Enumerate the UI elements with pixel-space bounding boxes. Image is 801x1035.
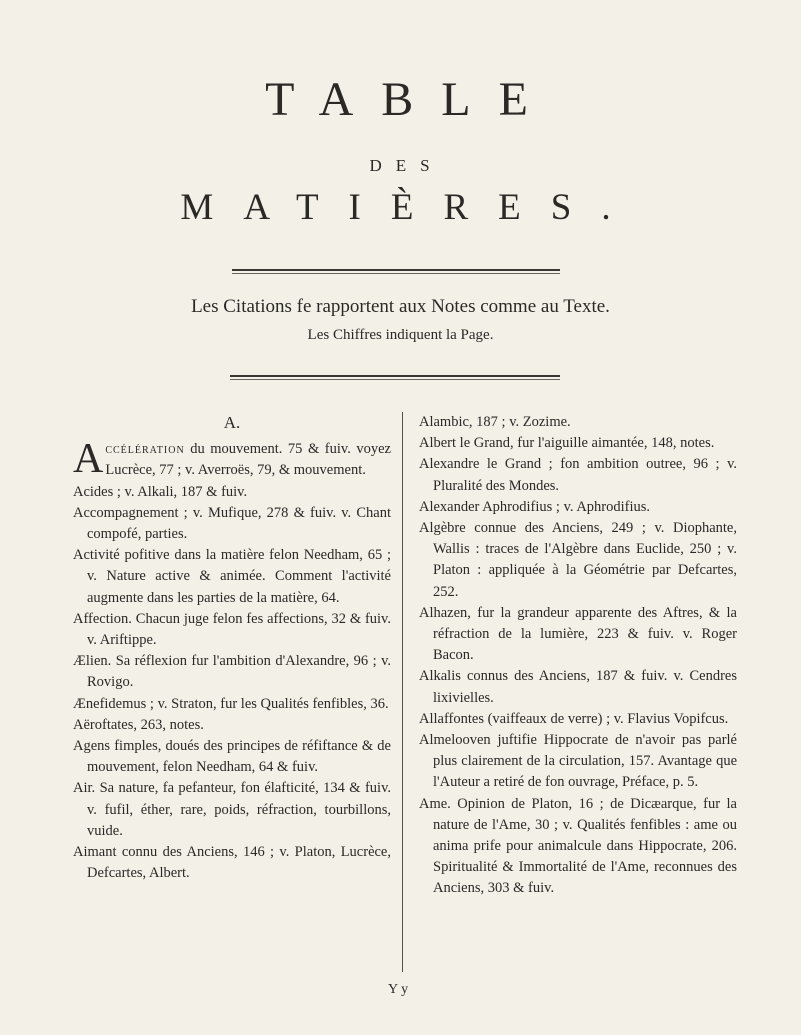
index-entry: Ænefidemus ; v. Straton, fur les Qualités fenfibles, 36. [73,695,389,712]
index-entry: Alexander Aphrodifius ; v. Aphrodifius. [419,498,651,515]
top-rule-thin [232,273,560,274]
index-entry: Acides ; v. Alkali, 187 & fuiv. [73,483,248,500]
index-entry: Affection. Chacun juge felon fes affections, 32 & fuiv. v. Ariftippe. [73,610,391,649]
title-matieres: MATIÈRES. [180,187,641,228]
title-des: DES [369,156,444,175]
middle-rule-thin [230,379,560,380]
top-rule [232,269,560,271]
right-entries [419,412,737,900]
drop-cap: A [73,436,104,483]
index-entry: Algèbre connue des Anciens, 249 ; v. Diophante, Wallis : traces de l'Algèbre dans Euclide, 250 ; v. Platon : appliquée à la Géométrie par Defcartes, 252. [419,520,737,600]
first-entry-text: du mouvement. 75 & fuiv. voyez Lucrèce, 77 ; v. Averroës, 79, & mouvement. [105,441,391,479]
index-entry: Ame. Opinion de Platon, 16 ; de Dicæarque, fur la nature de l'Ame, 30 ; v. Qualités fenfibles : ame ou anima prife pour animalcule dans Hippocrate, 206. Spiritualité & Immortalité de l'Ame, reconnues des Anciens, 303 & fuiv. [419,795,737,897]
index-entry: Accompagnement ; v. Mufique, 278 & fuiv. v. Chant compofé, parties. [73,504,391,543]
index-entry: Air. Sa nature, fa pefanteur, fon élafticité, 134 & fuiv. v. fufil, éther, rare, poids, réfraction, tourbillons, vuide. [73,780,391,839]
index-entry: Alkalis connus des Anciens, 187 & fuiv. v. Cendres lixivielles. [419,668,737,706]
index-entry: Alhazen, fur la grandeur apparente des Aftres, & la réfraction de la lumière, 223 & fuiv. v. Roger Bacon. [419,604,737,664]
first-entry [73,436,391,483]
section-letter: A. [223,413,241,432]
right-column [419,412,737,900]
left-column [73,412,391,884]
index-entry: Almelooven juftifie Hippocrate de n'avoir pas parlé plus clairement de la circulation, 157. Avantage que l'Auteur a retiré de fon ouvrage, Préface, p. 5. [419,732,737,791]
column-divider [402,412,403,972]
index-entry: Allaffontes (vaiffeaux de verre) ; v. Flavius Vopifcus. [419,710,729,727]
left-entries [73,482,391,885]
index-entry: Alambic, 187 ; v. Zozime. [419,414,571,430]
index-entry: Aëroftates, 263, notes. [73,716,204,733]
middle-rule [230,375,560,377]
index-entry: Agens fimples, doués des principes de réfiftance & de mouvement, felon Needham, 64 & fuiv. [73,738,391,776]
index-entry: Aimant connu des Anciens, 146 ; v. Platon, Lucrèce, Defcartes, Albert. [73,844,391,882]
signature-mark: Y y [388,982,409,997]
subtitle-chiffres: Les Chiffres indiquent la Page. [307,327,494,343]
subtitle-citations: Les Citations fe rapportent aux Notes comme au Texte. [191,296,610,317]
index-entry: Albert le Grand, fur l'aiguille aimantée, 148, notes. [419,435,715,452]
index-entry: Alexandre le Grand ; fon ambition outree, 96 ; v. Pluralité des Mondes. [419,456,737,494]
index-entry: Activité pofitive dans la matière felon Needham, 65 ; v. Nature active & animée. Comment l'activité augmente dans les parties de la matière, 64. [73,547,391,606]
page-title: TABLE [265,73,556,126]
first-word: ccélération [105,441,185,458]
index-entry: Ælien. Sa réflexion fur l'ambition d'Alexandre, 96 ; v. Rovigo. [73,653,391,691]
